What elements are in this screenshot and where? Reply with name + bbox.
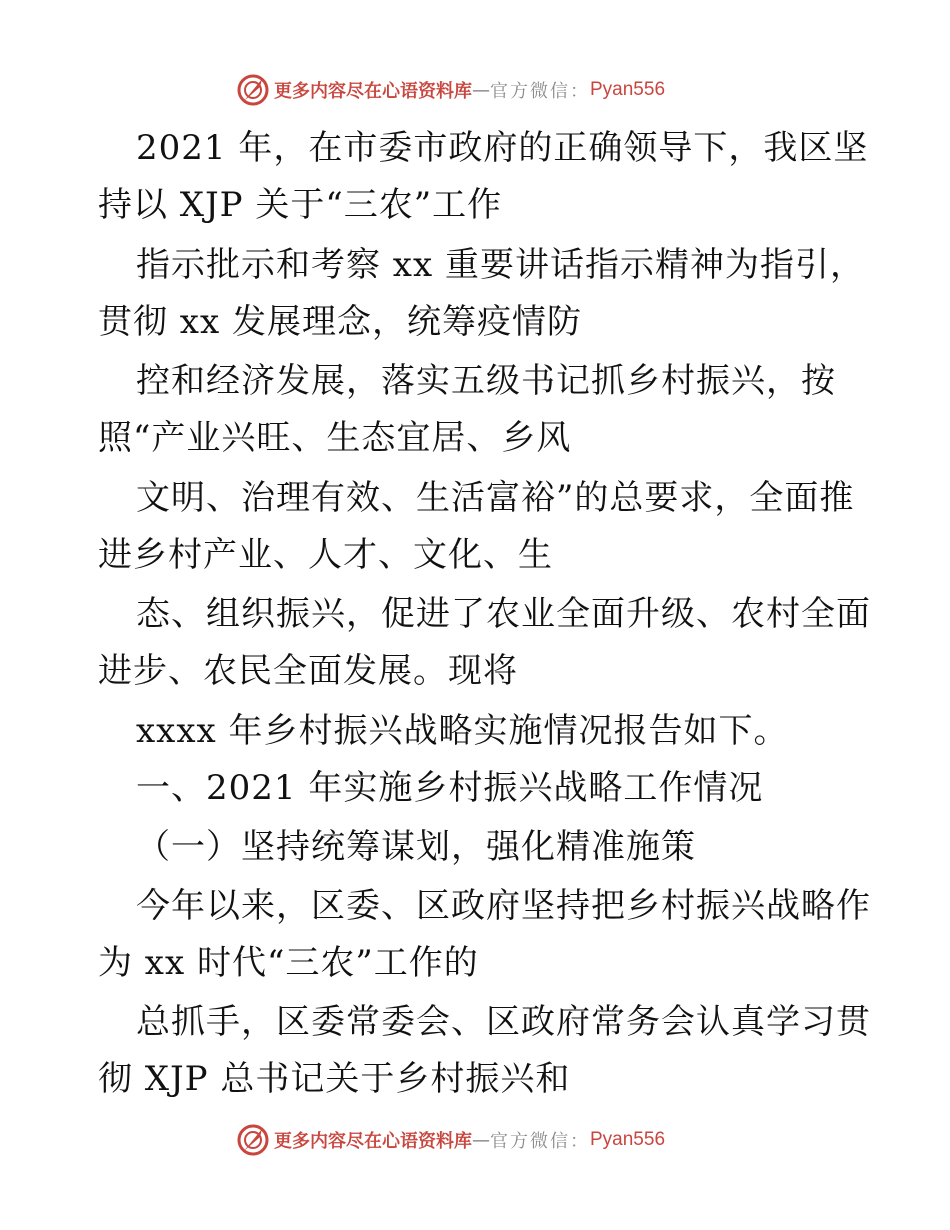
watermark-wechat-id: Pyan556 (590, 1129, 666, 1150)
section-heading: 一、2021 年实施乡村振兴战略工作情况 (136, 768, 764, 808)
quill-logo-icon (236, 1123, 270, 1157)
watermark-dash: — (472, 79, 490, 101)
text-line: 总抓手，区委常委会、区政府常务会认真学习贯 (136, 1002, 871, 1042)
text-line: 文明、治理有效、生活富裕”的总要求，全面推 (136, 478, 855, 518)
text-line: 指示批示和考察 xx 重要讲话指示精神为指引， (136, 245, 865, 285)
text-line: 进乡村产业、人才、文化、生 (98, 535, 553, 575)
text-line: 态、组织振兴，促进了农业全面升级、农村全面 (136, 594, 871, 634)
text-line: 贯彻 xx 发展理念，统筹疫情防 (98, 302, 582, 342)
quill-logo-icon (236, 73, 270, 107)
watermark-dash: — (472, 1129, 490, 1151)
text-line: 今年以来，区委、区政府坚持把乡村振兴战略作 (136, 886, 871, 926)
text-line: 为 xx 时代“三农”工作的 (98, 943, 479, 983)
subsection-heading: （一）坚持统筹谋划，强化精准施策 (136, 827, 696, 867)
text-line: 进步、农民全面发展。现将 (98, 651, 518, 691)
text-line: xxxx 年乡村振兴战略实施情况报告如下。 (136, 711, 789, 751)
watermark-label: 官方微信： (490, 81, 590, 102)
watermark-wechat-id: Pyan556 (590, 79, 666, 100)
watermark-label: 官方微信： (490, 1131, 590, 1152)
watermark-text: 更多内容尽在心语资料库 (274, 1131, 472, 1152)
text-line: 彻 XJP 总书记关于乡村振兴和 (98, 1059, 571, 1099)
header-watermark (236, 72, 665, 108)
text-line: 持以 XJP 关于“三农”工作 (98, 185, 503, 225)
text-line: 控和经济发展，落实五级书记抓乡村振兴，按 (136, 361, 836, 401)
watermark-text: 更多内容尽在心语资料库 (274, 81, 472, 102)
footer-watermark (236, 1122, 665, 1158)
text-line: 照“产业兴旺、生态宜居、乡风 (98, 418, 572, 458)
text-line: 2021 年，在市委市政府的正确领导下，我区坚 (136, 128, 869, 168)
